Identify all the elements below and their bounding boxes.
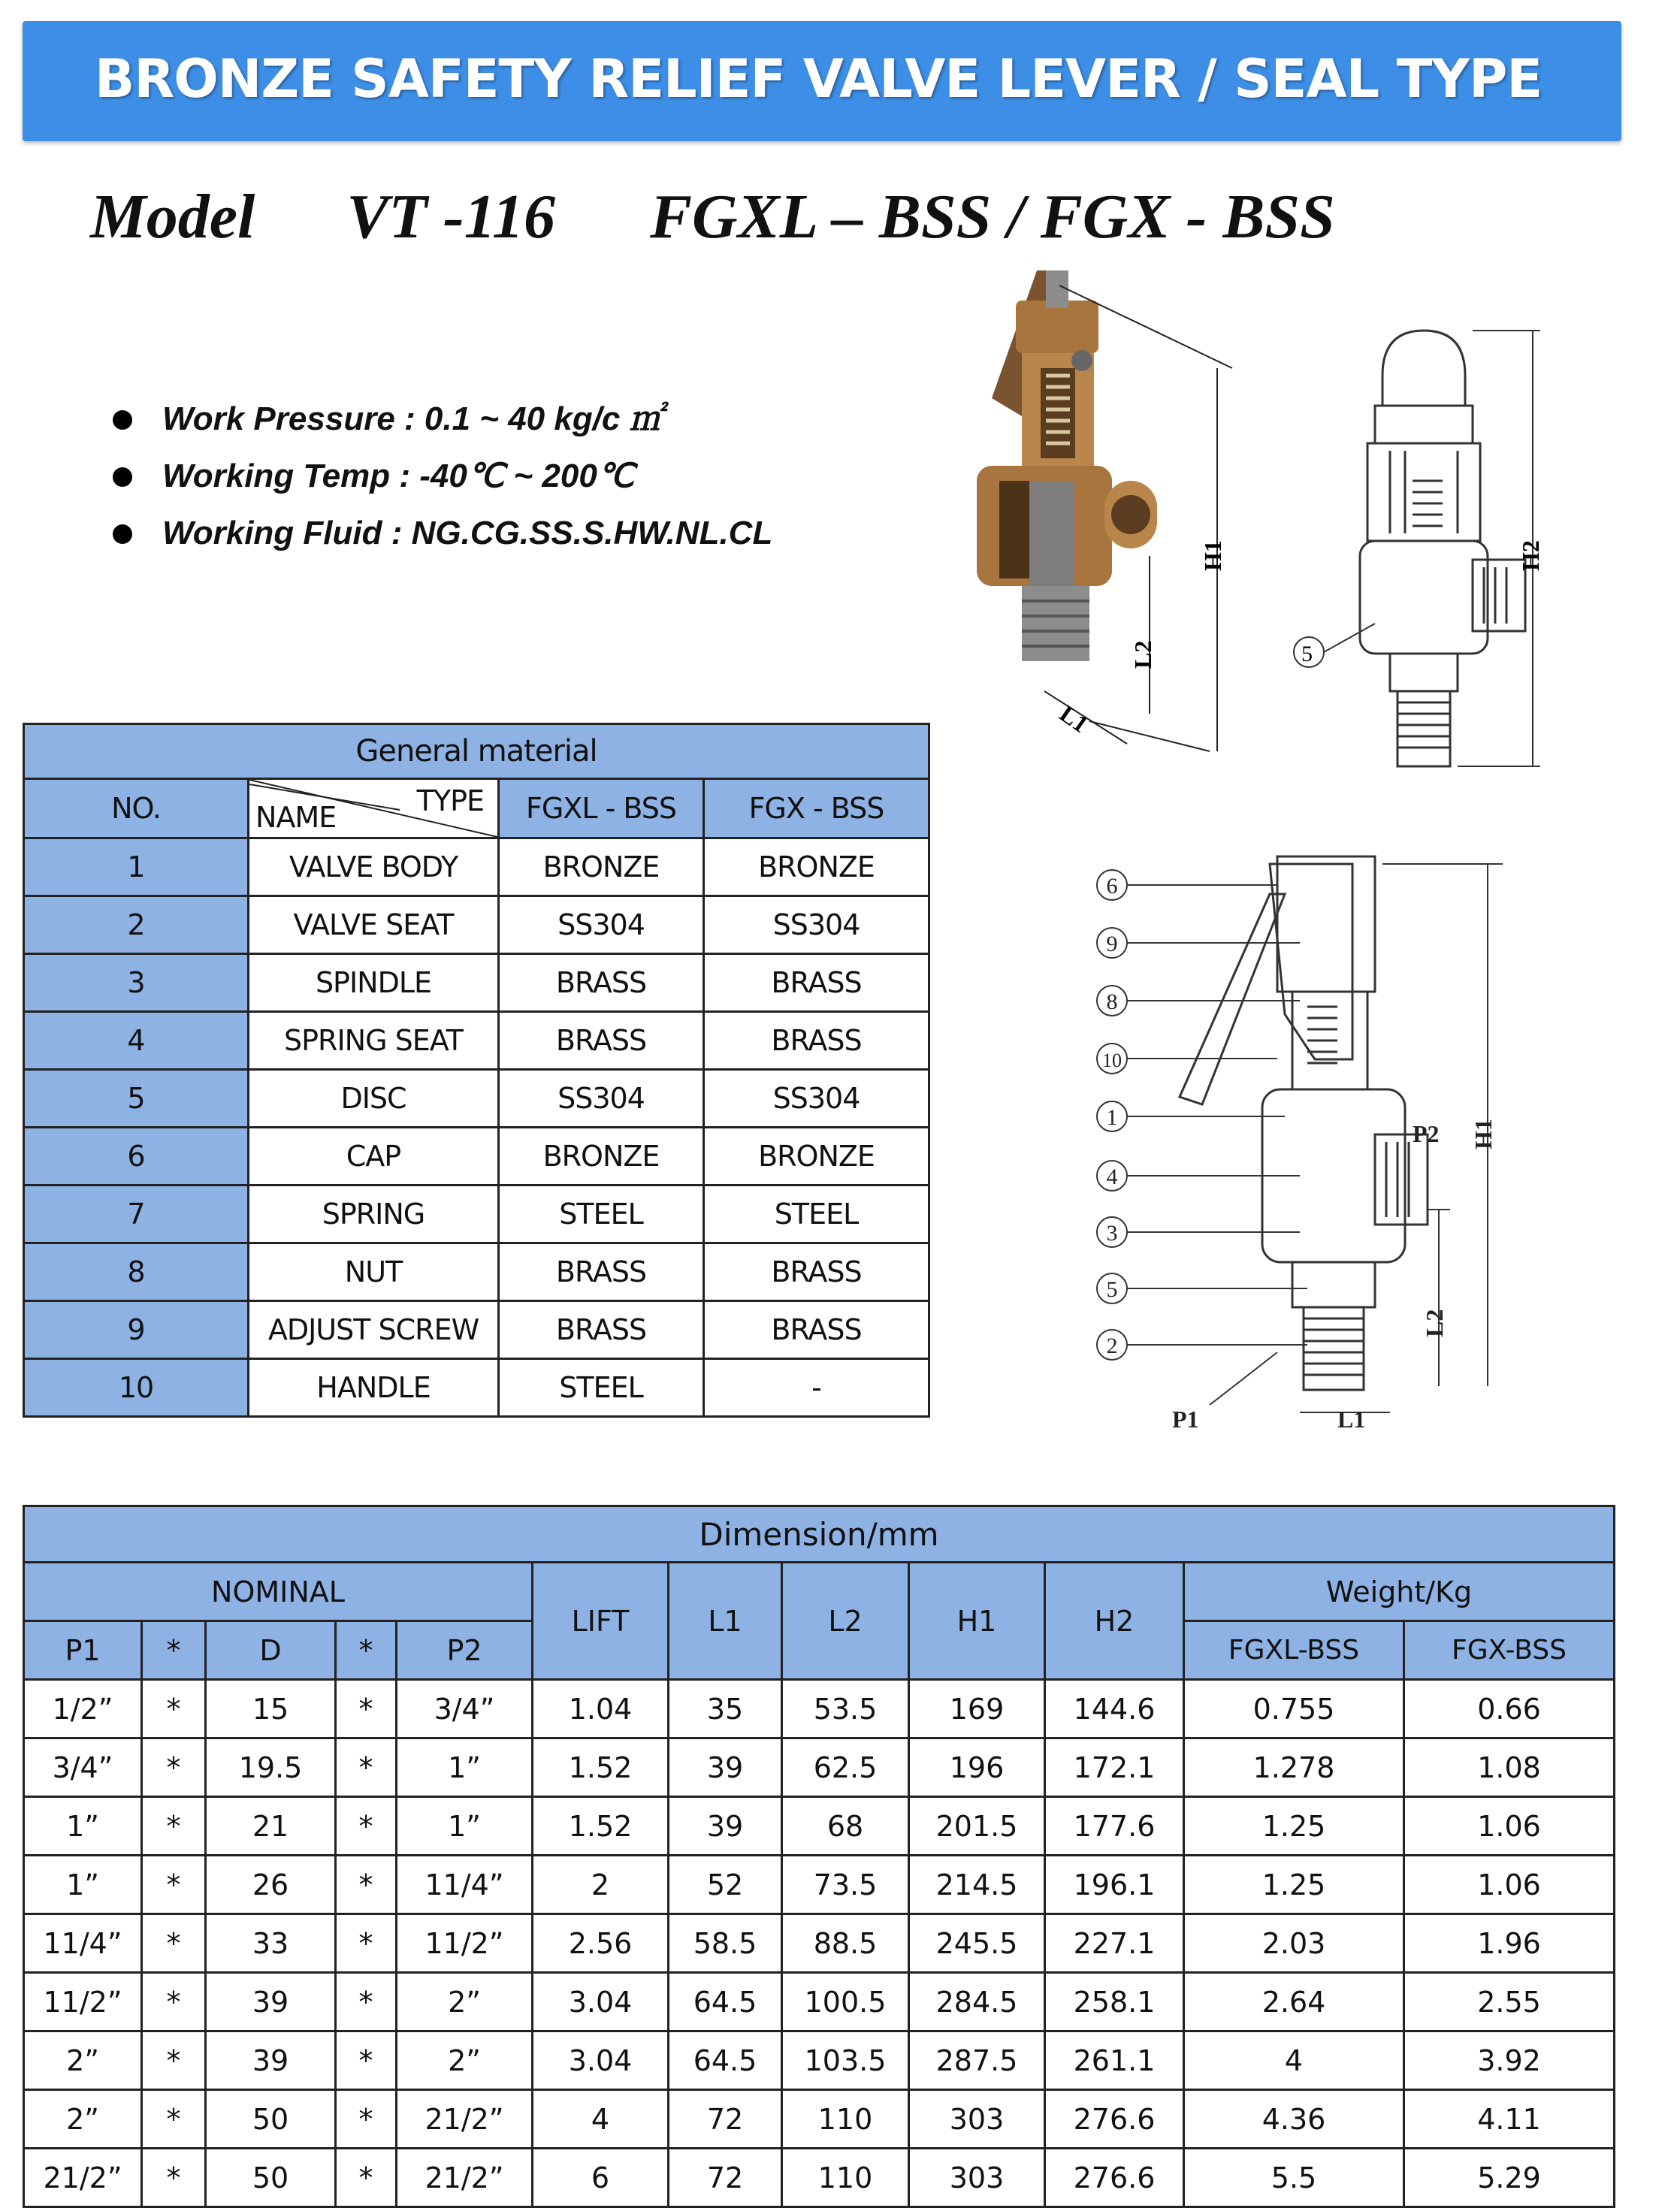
cell-h1: 169	[909, 1680, 1045, 1738]
cell-star: *	[142, 2149, 206, 2207]
material-row	[24, 1012, 929, 1070]
cell-d: 50	[206, 2149, 336, 2207]
material-row	[24, 1070, 929, 1128]
material-row	[24, 1128, 929, 1186]
cell-l2: 62.5	[782, 1738, 909, 1797]
cell-weight-fgx: 3.92	[1404, 2031, 1615, 2090]
material-fgx: BRASS	[704, 1012, 929, 1070]
cell-p2: 1”	[397, 1797, 533, 1856]
material-name: VALVE BODY	[249, 838, 499, 896]
cell-d: 26	[206, 1856, 336, 1914]
cell-h1: 245.5	[909, 1914, 1045, 1973]
col-fgxl: FGXL - BSS	[499, 779, 704, 838]
cell-h2: 144.6	[1045, 1680, 1184, 1738]
cell-p1: 2”	[24, 2090, 142, 2149]
material-name: SPINDLE	[249, 954, 499, 1012]
model-code: VT -116	[346, 182, 555, 252]
cell-star: *	[142, 1973, 206, 2031]
dimension-caption: Dimension/mm	[24, 1506, 1615, 1563]
material-fgxl: STEEL	[499, 1359, 704, 1417]
spec-item: Work Pressure : 0.1 ~ 40 kg/c ㎡	[113, 391, 772, 448]
col-lift: LIFT	[533, 1563, 669, 1680]
cell-weight-fgx: 4.11	[1404, 2090, 1615, 2149]
cell-h1: 196	[909, 1738, 1045, 1797]
col-weight-fgx: FGX-BSS	[1404, 1621, 1615, 1680]
material-name: ADJUST SCREW	[249, 1301, 499, 1359]
material-fgx: SS304	[704, 896, 929, 954]
material-fgx: STEEL	[704, 1186, 929, 1243]
cell-star: *	[336, 2149, 397, 2207]
material-name: SPRING SEAT	[249, 1012, 499, 1070]
cell-l1: 64.5	[669, 1973, 782, 2031]
material-row	[24, 1359, 929, 1417]
material-fgxl: SS304	[499, 896, 704, 954]
cell-p2: 2”	[397, 2031, 533, 2090]
callout-numbers	[1102, 874, 1122, 1358]
cell-p2: 1”	[397, 1738, 533, 1797]
cell-l2: 88.5	[782, 1914, 909, 1973]
cell-h1: 214.5	[909, 1856, 1045, 1914]
model-label: Model	[90, 182, 255, 252]
svg-text:H1: H1	[1199, 540, 1226, 571]
material-table	[23, 723, 930, 1418]
cell-star: *	[142, 2090, 206, 2149]
cell-weight-fgxl: 2.64	[1184, 1973, 1404, 2031]
svg-text:3: 3	[1106, 1221, 1118, 1246]
cell-h1: 284.5	[909, 1973, 1045, 2031]
cell-l2: 100.5	[782, 1973, 909, 2031]
cell-weight-fgxl: 1.278	[1184, 1738, 1404, 1797]
material-fgx: BRONZE	[704, 1128, 929, 1186]
cell-lift: 2	[533, 1856, 669, 1914]
material-row	[24, 896, 929, 954]
material-name: SPRING	[249, 1186, 499, 1243]
spec-item: Working Temp : -40℃ ~ 200℃	[113, 448, 772, 505]
cell-d: 21	[206, 1797, 336, 1856]
svg-text:H1: H1	[1470, 1119, 1497, 1149]
cell-d: 15	[206, 1680, 336, 1738]
col-no: NO.	[24, 779, 249, 838]
cell-weight-fgxl: 5.5	[1184, 2149, 1404, 2207]
cell-l1: 72	[669, 2149, 782, 2207]
material-name: HANDLE	[249, 1359, 499, 1417]
cell-l1: 58.5	[669, 1914, 782, 1973]
material-name: NUT	[249, 1243, 499, 1301]
svg-text:L1: L1	[1337, 1406, 1366, 1433]
cell-l1: 39	[669, 1797, 782, 1856]
cell-l2: 110	[782, 2149, 909, 2207]
cell-star: *	[336, 2090, 397, 2149]
cell-weight-fgxl: 1.25	[1184, 1797, 1404, 1856]
col-star: *	[142, 1621, 206, 1680]
cell-star: *	[142, 1856, 206, 1914]
svg-text:L2: L2	[1421, 1309, 1448, 1337]
material-row	[24, 1301, 929, 1359]
material-row	[24, 1243, 929, 1301]
col-d: D	[206, 1621, 336, 1680]
cell-h2: 227.1	[1045, 1914, 1184, 1973]
cell-star: *	[336, 1738, 397, 1797]
material-fgx: BRONZE	[704, 838, 929, 896]
cell-p2: 3/4”	[397, 1680, 533, 1738]
svg-text:P1: P1	[1172, 1406, 1199, 1433]
svg-text:2: 2	[1106, 1334, 1118, 1358]
material-fgx: BRASS	[704, 1243, 929, 1301]
dimension-row	[24, 2031, 1615, 2090]
col-name-type	[249, 779, 499, 838]
cell-p1: 1/2”	[24, 1680, 142, 1738]
cell-l1: 72	[669, 2090, 782, 2149]
material-row	[24, 1186, 929, 1243]
material-no: 10	[24, 1359, 249, 1417]
material-caption: General material	[24, 724, 929, 779]
cell-l2: 110	[782, 2090, 909, 2149]
cell-p1: 11/2”	[24, 1973, 142, 2031]
cell-star: *	[336, 1856, 397, 1914]
cell-weight-fgxl: 1.25	[1184, 1856, 1404, 1914]
col-h2: H2	[1045, 1563, 1184, 1680]
svg-text:L1: L1	[1054, 699, 1094, 739]
col-p2: P2	[397, 1621, 533, 1680]
col-l1: L1	[669, 1563, 782, 1680]
col-p1: P1	[24, 1621, 142, 1680]
svg-text:L2: L2	[1129, 640, 1156, 669]
col-fgx: FGX - BSS	[704, 779, 929, 838]
material-fgxl: BRASS	[499, 954, 704, 1012]
cell-h1: 303	[909, 2090, 1045, 2149]
cell-lift: 1.52	[533, 1738, 669, 1797]
svg-text:6: 6	[1106, 874, 1118, 899]
cell-l1: 64.5	[669, 2031, 782, 2090]
cell-weight-fgx: 5.29	[1404, 2149, 1615, 2207]
cell-p2: 2”	[397, 1973, 533, 2031]
material-no: 2	[24, 896, 249, 954]
material-fgxl: SS304	[499, 1070, 704, 1128]
cell-lift: 6	[533, 2149, 669, 2207]
svg-text:1: 1	[1106, 1105, 1118, 1130]
cell-p1: 1”	[24, 1856, 142, 1914]
cell-weight-fgxl: 0.755	[1184, 1680, 1404, 1738]
cell-p2: 11/4”	[397, 1856, 533, 1914]
cell-lift: 3.04	[533, 2031, 669, 2090]
cell-weight-fgxl: 4.36	[1184, 2090, 1404, 2149]
material-no: 5	[24, 1070, 249, 1128]
cell-p1: 2”	[24, 2031, 142, 2090]
cell-star: *	[142, 1914, 206, 1973]
col-name: NAME	[255, 801, 337, 834]
cell-l2: 68	[782, 1797, 909, 1856]
cell-p1: 3/4”	[24, 1738, 142, 1797]
material-row	[24, 954, 929, 1012]
cell-star: *	[336, 1680, 397, 1738]
dimension-row	[24, 1797, 1615, 1856]
svg-text:H2: H2	[1517, 540, 1544, 571]
cell-lift: 1.52	[533, 1797, 669, 1856]
cell-h2: 276.6	[1045, 2090, 1184, 2149]
material-name: DISC	[249, 1070, 499, 1128]
cell-star: *	[142, 2031, 206, 2090]
cell-p2: 11/2”	[397, 1914, 533, 1973]
cell-weight-fgxl: 4	[1184, 2031, 1404, 2090]
cell-weight-fgx: 1.06	[1404, 1856, 1615, 1914]
col-weight-fgxl: FGXL-BSS	[1184, 1621, 1404, 1680]
cell-d: 50	[206, 2090, 336, 2149]
cell-weight-fgxl: 2.03	[1184, 1914, 1404, 1973]
cell-h2: 261.1	[1045, 2031, 1184, 2090]
svg-text:5: 5	[1106, 1277, 1118, 1302]
cell-d: 39	[206, 1973, 336, 2031]
material-no: 8	[24, 1243, 249, 1301]
svg-text:4: 4	[1106, 1164, 1118, 1189]
cell-star: *	[336, 1973, 397, 2031]
dimension-row	[24, 1738, 1615, 1797]
cell-h2: 258.1	[1045, 1973, 1184, 2031]
material-no: 4	[24, 1012, 249, 1070]
col-l2: L2	[782, 1563, 909, 1680]
material-no: 3	[24, 954, 249, 1012]
cell-h2: 196.1	[1045, 1856, 1184, 1914]
material-row	[24, 838, 929, 896]
cell-p1: 21/2”	[24, 2149, 142, 2207]
cell-h2: 177.6	[1045, 1797, 1184, 1856]
cell-l1: 39	[669, 1738, 782, 1797]
cell-weight-fgx: 1.96	[1404, 1914, 1615, 1973]
cell-weight-fgx: 0.66	[1404, 1680, 1615, 1738]
cell-d: 39	[206, 2031, 336, 2090]
cell-p2: 21/2”	[397, 2090, 533, 2149]
col-h1: H1	[909, 1563, 1045, 1680]
material-fgxl: BRONZE	[499, 1128, 704, 1186]
material-no: 9	[24, 1301, 249, 1359]
cell-l2: 103.5	[782, 2031, 909, 2090]
cell-p2: 21/2”	[397, 2149, 533, 2207]
svg-text:9: 9	[1106, 932, 1118, 956]
cell-lift: 4	[533, 2090, 669, 2149]
material-fgxl: BRONZE	[499, 838, 704, 896]
dimension-row	[24, 1973, 1615, 2031]
dimension-row	[24, 1914, 1615, 1973]
cell-star: *	[142, 1680, 206, 1738]
cell-lift: 3.04	[533, 1973, 669, 2031]
material-fgxl: BRASS	[499, 1301, 704, 1359]
page-title: BRONZE SAFETY RELIEF VALVE LEVER / SEAL TYPE	[95, 48, 1543, 110]
cell-l1: 35	[669, 1680, 782, 1738]
model-types: FGXL – BSS / FGX - BSS	[650, 182, 1335, 252]
material-fgx: -	[704, 1359, 929, 1417]
cell-weight-fgx: 2.55	[1404, 1973, 1615, 2031]
material-fgxl: BRASS	[499, 1243, 704, 1301]
cell-p1: 1”	[24, 1797, 142, 1856]
cell-h1: 201.5	[909, 1797, 1045, 1856]
cell-h2: 276.6	[1045, 2149, 1184, 2207]
cell-star: *	[336, 1914, 397, 1973]
col-weight: Weight/Kg	[1184, 1563, 1615, 1621]
material-no: 1	[24, 838, 249, 896]
material-fgx: SS304	[704, 1070, 929, 1128]
valve-drawing-seal	[1294, 331, 1540, 766]
svg-text:10: 10	[1102, 1050, 1122, 1071]
cell-h2: 172.1	[1045, 1738, 1184, 1797]
dimension-table	[23, 1505, 1615, 2208]
material-fgxl: STEEL	[499, 1186, 704, 1243]
dimension-row	[24, 1680, 1615, 1738]
svg-text:5: 5	[1301, 642, 1313, 666]
cell-h1: 303	[909, 2149, 1045, 2207]
spec-item: Working Fluid : NG.CG.SS.S.HW.NL.CL	[113, 505, 772, 562]
dimension-row	[24, 1856, 1615, 1914]
cell-l2: 73.5	[782, 1856, 909, 1914]
cell-h1: 287.5	[909, 2031, 1045, 2090]
cell-l1: 52	[669, 1856, 782, 1914]
cell-star: *	[336, 2031, 397, 2090]
cell-weight-fgx: 1.08	[1404, 1738, 1615, 1797]
dimension-row	[24, 2090, 1615, 2149]
material-no: 6	[24, 1128, 249, 1186]
material-fgxl: BRASS	[499, 1012, 704, 1070]
cell-p1: 11/4”	[24, 1914, 142, 1973]
cell-l2: 53.5	[782, 1680, 909, 1738]
material-fgx: BRASS	[704, 1301, 929, 1359]
svg-text:P2: P2	[1413, 1120, 1440, 1147]
cell-star: *	[142, 1797, 206, 1856]
cell-weight-fgx: 1.06	[1404, 1797, 1615, 1856]
valve-cutaway-photo	[977, 270, 1232, 751]
material-name: VALVE SEAT	[249, 896, 499, 954]
svg-text:8: 8	[1106, 989, 1118, 1014]
material-no: 7	[24, 1186, 249, 1243]
material-fgx: BRASS	[704, 954, 929, 1012]
cell-lift: 2.56	[533, 1914, 669, 1973]
cell-d: 33	[206, 1914, 336, 1973]
cell-star: *	[142, 1738, 206, 1797]
cell-lift: 1.04	[533, 1680, 669, 1738]
col-type: TYPE	[416, 784, 484, 817]
cell-d: 19.5	[206, 1738, 336, 1797]
material-name: CAP	[249, 1128, 499, 1186]
dimension-row	[24, 2149, 1615, 2207]
col-nominal: NOMINAL	[24, 1563, 533, 1621]
cell-star: *	[336, 1797, 397, 1856]
col-star: *	[336, 1621, 397, 1680]
